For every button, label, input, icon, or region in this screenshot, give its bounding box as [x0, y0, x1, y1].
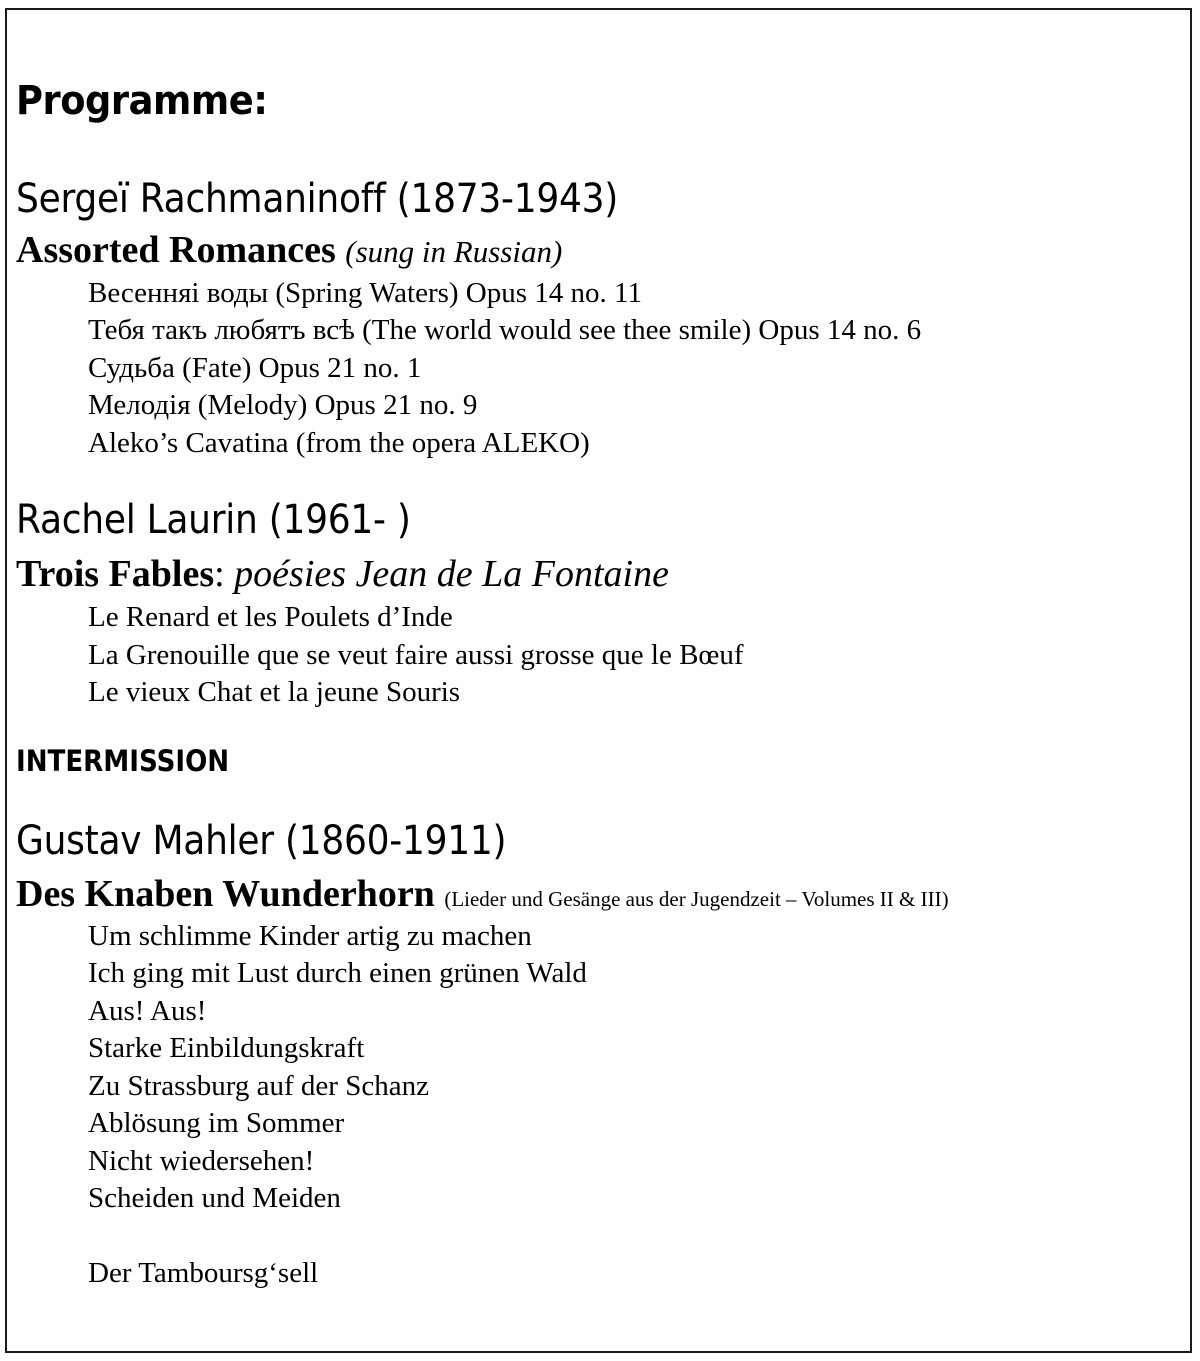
list-item: Aus! Aus! — [88, 995, 207, 1027]
list-item: Zu Strassburg auf der Schanz — [88, 1070, 429, 1102]
list-item: Aleko’s Cavatina (from the opera ALEKO) — [88, 427, 590, 459]
work-title-text: Trois Fables — [16, 553, 215, 595]
list-item: Nicht wiedersehen! — [88, 1145, 315, 1177]
list-item: Starke Einbildungskraft — [88, 1032, 365, 1064]
final-list-item: Der Tamboursg‘sell — [88, 1257, 319, 1289]
work-subtitle: (Lieder und Gesänge aus der Jugendzeit – Volumes II & III) — [444, 887, 949, 911]
composer-heading: Sergeï Rachmaninoff (1873-1943) — [16, 176, 619, 222]
list-item: Судьба (Fate) Opus 21 no. 1 — [88, 352, 422, 384]
page-title: Programme: — [16, 78, 268, 124]
work-title — [16, 228, 562, 272]
work-subtitle: poésies Jean de La Fontaine — [234, 553, 669, 595]
list-item: Scheiden und Meiden — [88, 1182, 341, 1214]
intermission-label: INTERMISSION — [16, 744, 230, 778]
work-title — [16, 872, 949, 916]
work-title-text: Assorted Romances — [16, 229, 336, 271]
list-item: Тебя такъ любятъ всѣ (The world would see thee smile) Opus 14 no. 6 — [88, 314, 922, 346]
list-item: Um schlimme Kinder artig zu machen — [88, 920, 532, 952]
list-item: Весенняі воды (Spring Waters) Opus 14 no. 11 — [88, 277, 642, 309]
list-item: Ich ging mit Lust durch einen grünen Wald — [88, 957, 587, 989]
list-item: La Grenouille que se veut faire aussi grosse que le Bœuf — [88, 639, 744, 671]
list-item: Ablösung im Sommer — [88, 1107, 345, 1139]
list-item: Le vieux Chat et la jeune Souris — [88, 676, 461, 708]
work-title — [16, 552, 669, 596]
list-item: Le Renard et les Poulets d’Inde — [88, 601, 453, 633]
work-subtitle: (sung in Russian) — [345, 234, 563, 269]
work-title-text: Des Knaben Wunderhorn — [16, 873, 435, 915]
composer-heading: Rachel Laurin (1961- ) — [16, 497, 411, 543]
work-separator: : — [214, 553, 235, 595]
composer-heading: Gustav Mahler (1860-1911) — [16, 818, 507, 864]
list-item: Мелодія (Melody) Opus 21 no. 9 — [88, 389, 478, 421]
